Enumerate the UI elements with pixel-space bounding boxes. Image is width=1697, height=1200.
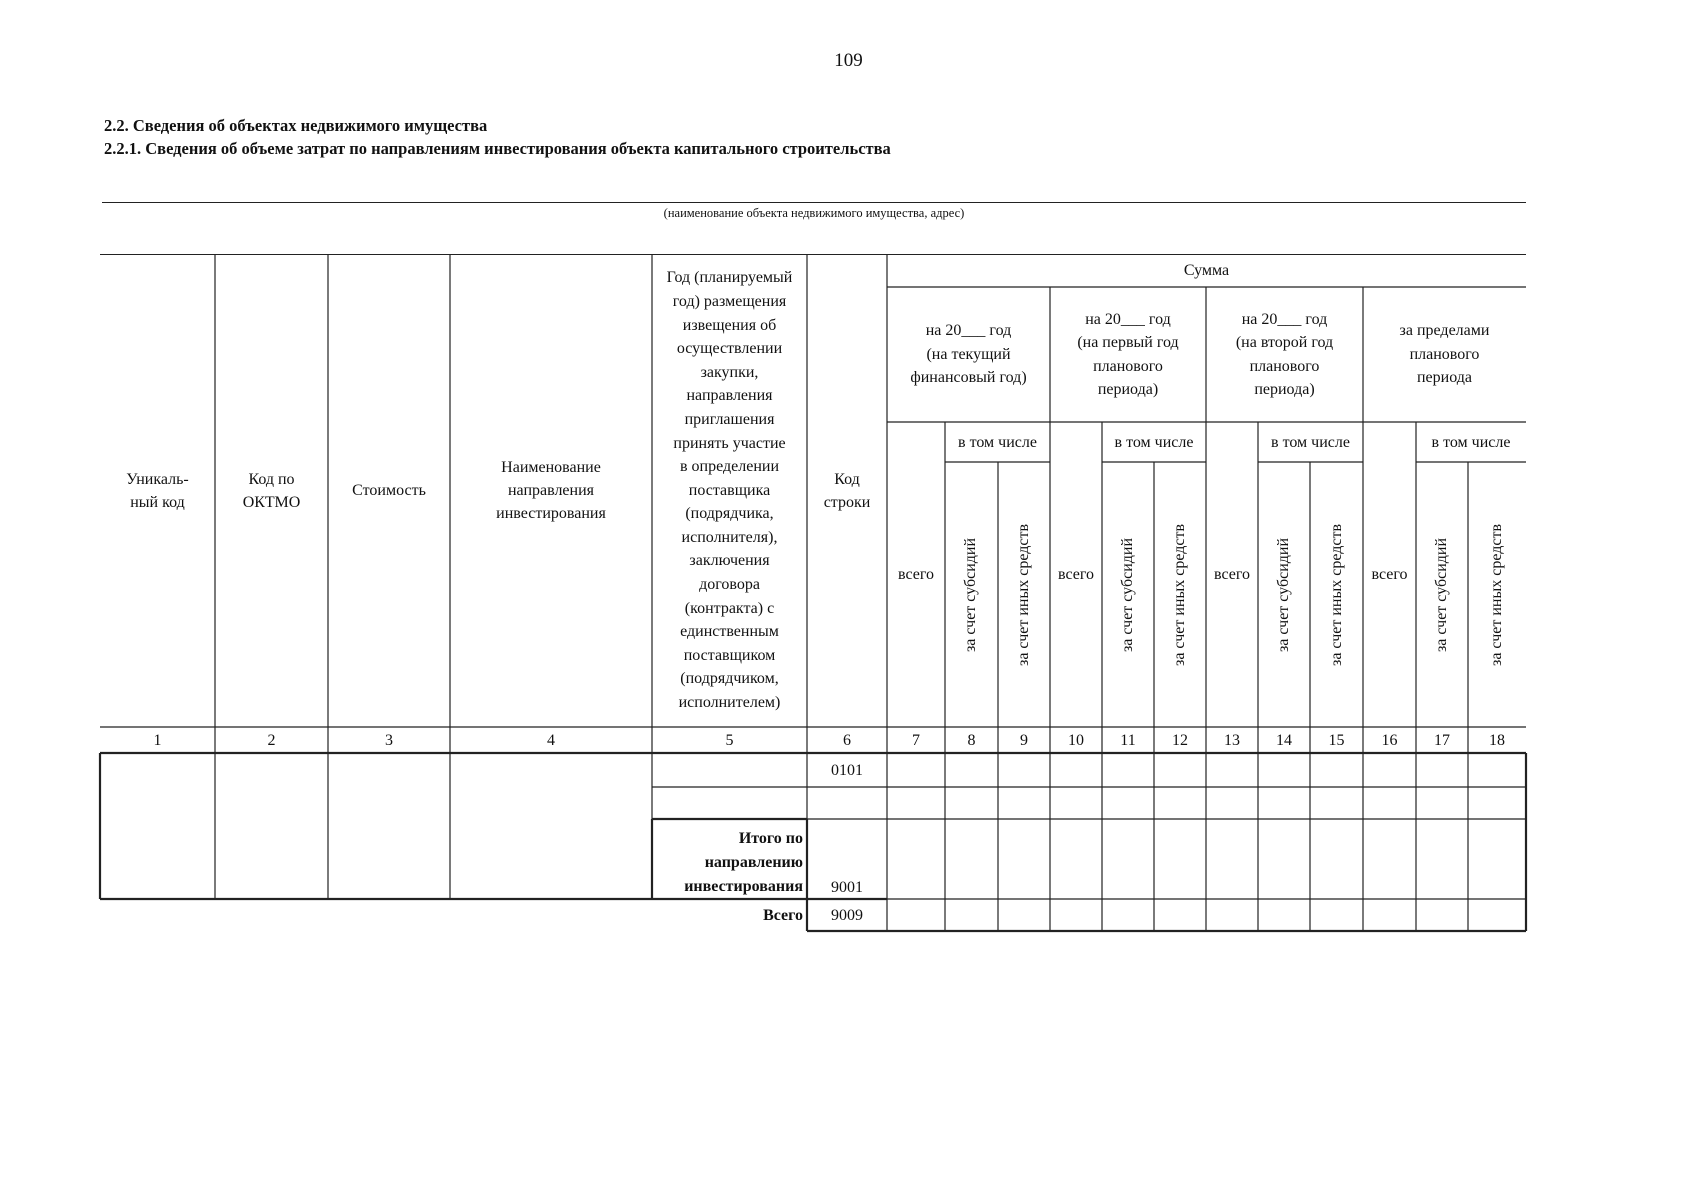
header-procurement-year-line: (контракта) с: [684, 599, 775, 617]
header-oktmo-line: ОКТМО: [242, 493, 301, 511]
total-code: [807, 899, 887, 931]
header-direction-line: направления: [507, 482, 595, 499]
header-procurement-year-line: направления: [686, 387, 773, 405]
column-number-line: 13: [1224, 731, 1240, 749]
page-number: 109: [834, 50, 863, 71]
header-vsego-line: всего: [897, 566, 935, 583]
subtotal-label-line: направлению: [704, 854, 803, 871]
column-number-line: 5: [725, 731, 734, 749]
header-v-tom-chisle: [945, 422, 1050, 462]
header-other-funds: [1154, 462, 1206, 727]
header-subsidies: [945, 462, 998, 727]
header-period-line: за пределами: [1399, 322, 1490, 340]
header-procurement-year-line: приглашения: [684, 410, 775, 428]
header-other-funds-text: за счет иных средств: [1488, 523, 1505, 666]
header-oktmo-line: Код по: [248, 470, 295, 488]
header-summa-line: Сумма: [1183, 262, 1230, 279]
header-procurement-year-line: в определении: [679, 458, 780, 476]
header-v-tom-chisle: [1258, 422, 1363, 462]
row-code-0101: [807, 753, 887, 787]
header-v-tom-chisle-line: в том числе: [1114, 433, 1194, 451]
header-v-tom-chisle: [1416, 422, 1526, 462]
column-number: [1258, 727, 1310, 753]
header-period-line: периода): [1097, 381, 1159, 398]
header-period: [1050, 287, 1206, 422]
header-period-line: на 20___ год: [1085, 310, 1171, 328]
header-v-tom-chisle: [1102, 422, 1206, 462]
subtotal-label: [652, 821, 803, 899]
column-number-line: 11: [1120, 731, 1136, 749]
header-row-code-line: Код: [834, 470, 860, 488]
header-period-line: на 20___ год: [925, 322, 1012, 340]
header-procurement-year-line: осуществлении: [676, 340, 783, 358]
column-number-line: 8: [967, 731, 976, 749]
column-number: [998, 727, 1050, 753]
header-cost: [328, 254, 450, 727]
column-number: [100, 727, 215, 753]
header-procurement-year-line: закупки,: [700, 363, 759, 381]
column-number: [652, 727, 807, 753]
header-subsidies-text: за счет субсидий: [1433, 537, 1450, 652]
header-other-funds-text: за счет иных средств: [1171, 523, 1188, 666]
header-procurement-year-line: заключения: [689, 552, 770, 570]
header-vsego-line: всего: [1057, 566, 1095, 583]
column-number-line: 17: [1434, 731, 1450, 749]
header-v-tom-chisle-line: в том числе: [1271, 433, 1350, 451]
header-period-line: планового: [1249, 357, 1320, 375]
column-number-line: 14: [1276, 731, 1292, 749]
column-number: [328, 727, 450, 753]
column-number: [945, 727, 998, 753]
header-period-line: планового: [1093, 357, 1163, 375]
column-number-line: 10: [1068, 731, 1084, 749]
total-label-line: Всего: [763, 906, 803, 924]
column-number-line: 4: [547, 731, 555, 749]
header-procurement-year-line: договора: [699, 576, 760, 594]
column-number-line: 12: [1172, 731, 1188, 749]
column-number: [1102, 727, 1154, 753]
header-subsidies: [1102, 462, 1154, 727]
column-number: [1310, 727, 1363, 753]
header-v-tom-chisle-line: в том числе: [1431, 433, 1511, 451]
header-other-funds-text: за счет иных средств: [1327, 523, 1345, 666]
column-number-line: 7: [912, 731, 920, 749]
subsection-heading: 2.2.1. Сведения об объеме затрат по направлениям инвестирования объекта капитального строительства: [104, 139, 891, 158]
column-number: [887, 727, 945, 753]
column-number-line: 18: [1489, 731, 1505, 749]
total-label: [652, 899, 803, 931]
header-period-line: на 20___ год: [1241, 310, 1328, 328]
header-direction: [450, 254, 652, 727]
header-row-code: [807, 254, 887, 727]
header-period-line: (на первый год: [1077, 334, 1179, 351]
header-other-funds: [998, 462, 1050, 727]
column-number: [1416, 727, 1468, 753]
section-heading: 2.2. Сведения об объектах недвижимого имущества: [104, 116, 488, 135]
total-code-line: 9009: [831, 906, 863, 924]
header-procurement-year-line: (подрядчика,: [685, 505, 774, 523]
header-other-funds: [1468, 462, 1526, 727]
header-vsego: [1363, 422, 1416, 727]
header-procurement-year-line: поставщика: [688, 481, 771, 499]
header-vsego: [887, 422, 945, 727]
header-subsidies-text: за счет субсидий: [1119, 537, 1136, 652]
header-period-line: периода): [1254, 381, 1315, 398]
header-period-line: периода: [1416, 369, 1472, 387]
header-procurement-year-line: исполнителем): [678, 694, 781, 712]
column-number-line: 16: [1381, 731, 1398, 749]
header-subsidies: [1258, 462, 1310, 727]
header-row-code-line: строки: [823, 493, 871, 511]
header-direction-line: Наименование: [501, 459, 601, 476]
header-period-line: (на текущий: [926, 345, 1011, 363]
header-vsego: [1206, 422, 1258, 727]
column-number: [1468, 727, 1526, 753]
header-vsego-line: всего: [1213, 566, 1251, 583]
header-procurement-year-line: год) размещения: [672, 292, 787, 310]
column-number-line: 15: [1328, 731, 1345, 749]
header-subsidies: [1416, 462, 1468, 727]
header-subsidies-text: за счет субсидий: [962, 537, 980, 652]
header-procurement-year-line: поставщиком: [683, 646, 776, 664]
column-number: [1363, 727, 1416, 753]
header-v-tom-chisle-line: в том числе: [958, 433, 1037, 451]
header-vsego-line: всего: [1371, 566, 1408, 583]
column-number: [215, 727, 328, 753]
column-number: [450, 727, 652, 753]
row-code-0101-line: 0101: [831, 761, 863, 779]
header-procurement-year-line: принять участие: [673, 434, 786, 452]
column-number: [807, 727, 887, 753]
subtotal-code-line: 9001: [831, 879, 863, 896]
header-period: [887, 287, 1050, 422]
header-subsidies-text: за счет субсидий: [1275, 537, 1292, 652]
header-procurement-year-line: извещения об: [682, 316, 777, 334]
header-period: [1206, 287, 1363, 422]
column-number-line: 6: [843, 731, 851, 749]
object-name-caption: (наименование объекта недвижимого имущества, адрес): [663, 206, 965, 220]
column-number-line: 2: [267, 731, 276, 749]
header-procurement-year-line: (подрядчиком,: [680, 670, 779, 688]
header-other-funds: [1310, 462, 1363, 727]
header-vsego: [1050, 422, 1102, 727]
header-cost-line: Стоимость: [352, 482, 426, 499]
header-period: [1363, 287, 1526, 422]
column-number: [1050, 727, 1102, 753]
header-procurement-year-line: исполнителя),: [681, 528, 778, 546]
subtotal-code: [807, 819, 887, 899]
header-procurement-year-line: единственным: [680, 623, 779, 641]
header-oktmo: [215, 254, 328, 727]
header-procurement-year: [652, 254, 807, 727]
header-unique-code-line: Уникаль-: [126, 470, 189, 488]
subtotal-label-line: инвестирования: [684, 878, 803, 895]
header-unique-code-line: ный код: [130, 493, 185, 511]
column-number-line: 9: [1020, 731, 1028, 749]
header-period-line: (на второй год: [1235, 334, 1334, 351]
header-period-line: планового: [1409, 345, 1480, 363]
header-other-funds-text: за счет иных средств: [1015, 523, 1032, 666]
column-number-line: 3: [385, 731, 393, 749]
subtotal-label-line: Итого по: [738, 830, 803, 847]
column-number: [1154, 727, 1206, 753]
column-number: [1206, 727, 1258, 753]
header-unique-code: [100, 254, 215, 727]
header-procurement-year-line: Год (планируемый: [666, 269, 793, 287]
header-period-line: финансовый год): [910, 369, 1027, 387]
column-number-line: 1: [153, 731, 162, 749]
header-summa: [887, 254, 1526, 287]
header-direction-line: инвестирования: [496, 505, 606, 522]
